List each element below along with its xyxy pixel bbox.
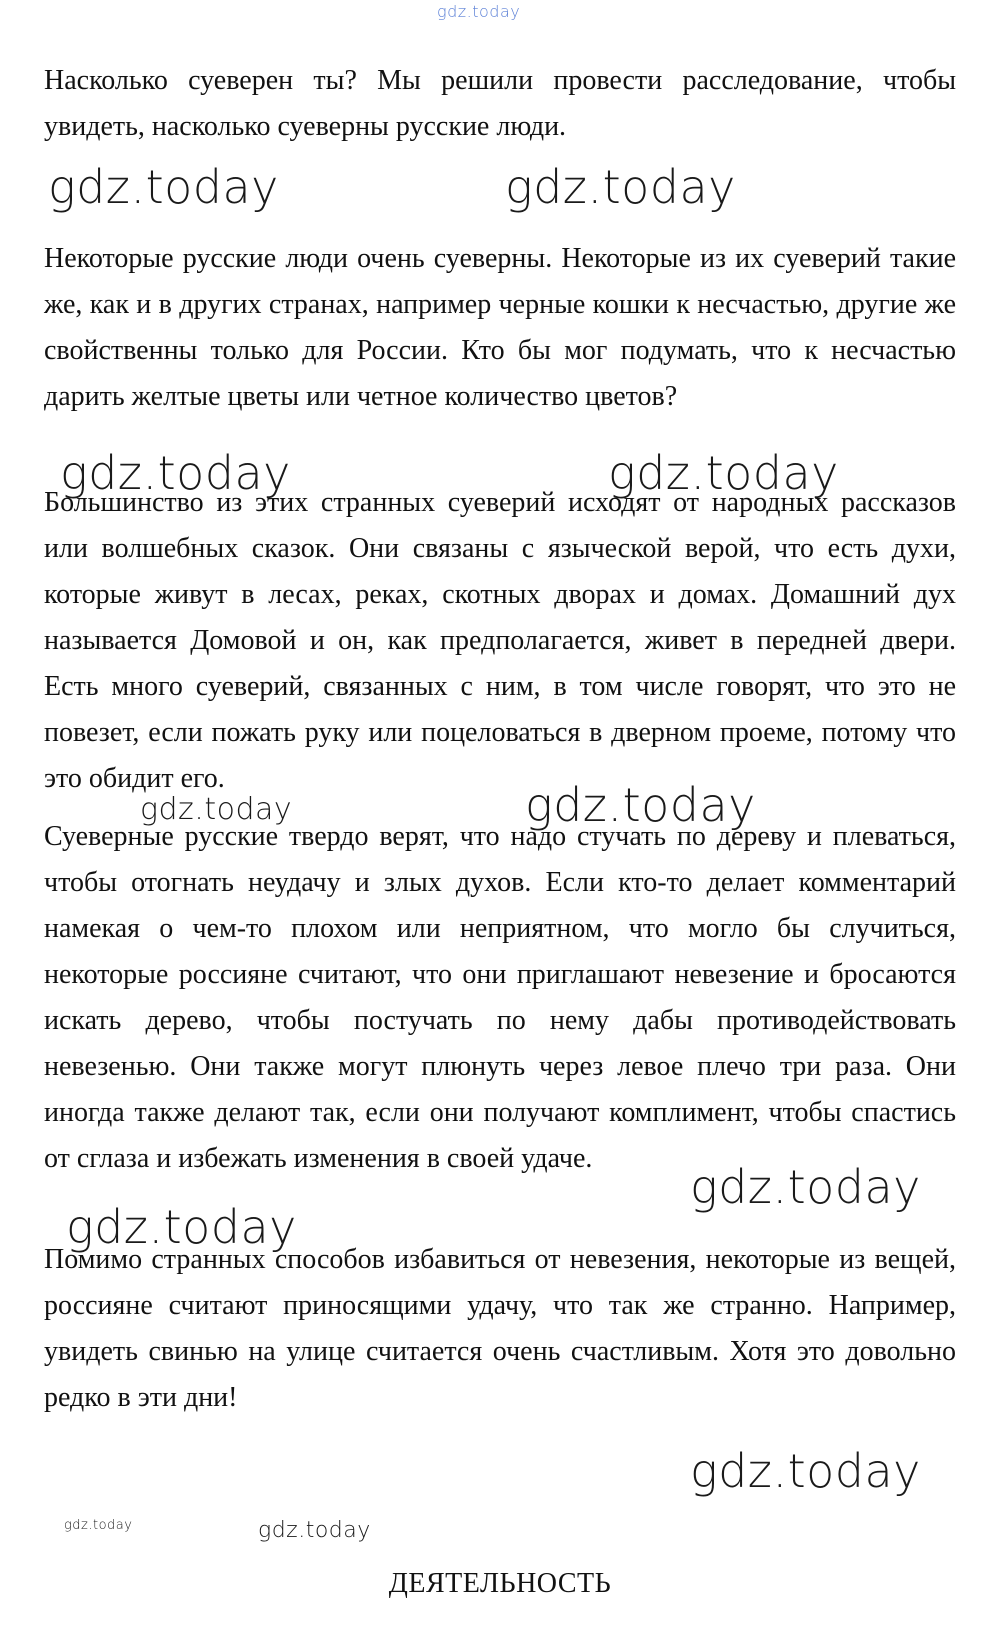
watermark: gdz.today <box>66 1200 297 1254</box>
section-heading-activity: ДЕЯТЕЛЬНОСТЬ <box>388 1568 612 1599</box>
watermark: gdz.today <box>60 446 291 500</box>
watermark: gdz.today <box>608 446 839 500</box>
watermark: gdz.today <box>258 1518 371 1543</box>
paragraph-intro: Насколько суеверен ты? Мы решили провести расследование, чтобы увидеть, насколько суеверны русские люди. <box>44 65 956 142</box>
paragraph-superstitions: Некоторые русские люди очень суеверны. Некоторые из их суеверий такие же, как и в других странах, например черные кошки к несчастью, другие же свойственны только для России. Кто бы мог подумать, что к несчастью дарить желтые цветы или четное количество цветов? <box>44 243 956 412</box>
watermark: gdz.today <box>505 160 736 214</box>
paragraph-folk-origins: Большинство из этих странных суеверий исходят от народных рассказов или волшебных сказок. Они связаны с языческой верой, что есть духи, которые живут в лесах, реках, скотных дворах и домах. Домашний дух называется Домовой и он, как предполагается, живет в передней двери. Есть много суеверий, связанных с ним, в том числе говорят, что это не повезет, если пожать руку или поцеловаться в дверном проеме, потому что это обидит его. <box>44 487 956 794</box>
watermark: gdz.today <box>690 1444 921 1498</box>
paragraph-knock-on-wood: Суеверные русские твердо верят, что надо стучать по дереву и плеваться, чтобы отогнать неудачу и злых духов. Если кто-то делает комментарий намекая о чем-то плохом или неприятном, что могло бы случиться, некоторые россияне считают, что они приглашают невезение и бросаются искать дерево, чтобы постучать по нему дабы противодействовать невезенью. Они также могут плюнуть через левое плечо три раза. Они иногда также делают так, если они получают комплимент, чтобы спастись от сглаза и избежать изменения в своей удаче. <box>44 821 956 1174</box>
watermark-top: gdz.today <box>437 2 521 21</box>
watermark: gdz.today <box>525 778 756 832</box>
watermark: gdz.today <box>48 160 279 214</box>
watermark: gdz.today <box>64 1518 133 1533</box>
watermark: gdz.today <box>140 792 293 827</box>
watermark: gdz.today <box>690 1160 921 1214</box>
paragraph-good-luck: Помимо странных способов избавиться от невезения, некоторые из вещей, россияне считают приносящими удачу, что так же странно. Например, увидеть свинью на улице считается очень счастливым. Хотя это довольно редко в эти дни! <box>44 1244 956 1413</box>
